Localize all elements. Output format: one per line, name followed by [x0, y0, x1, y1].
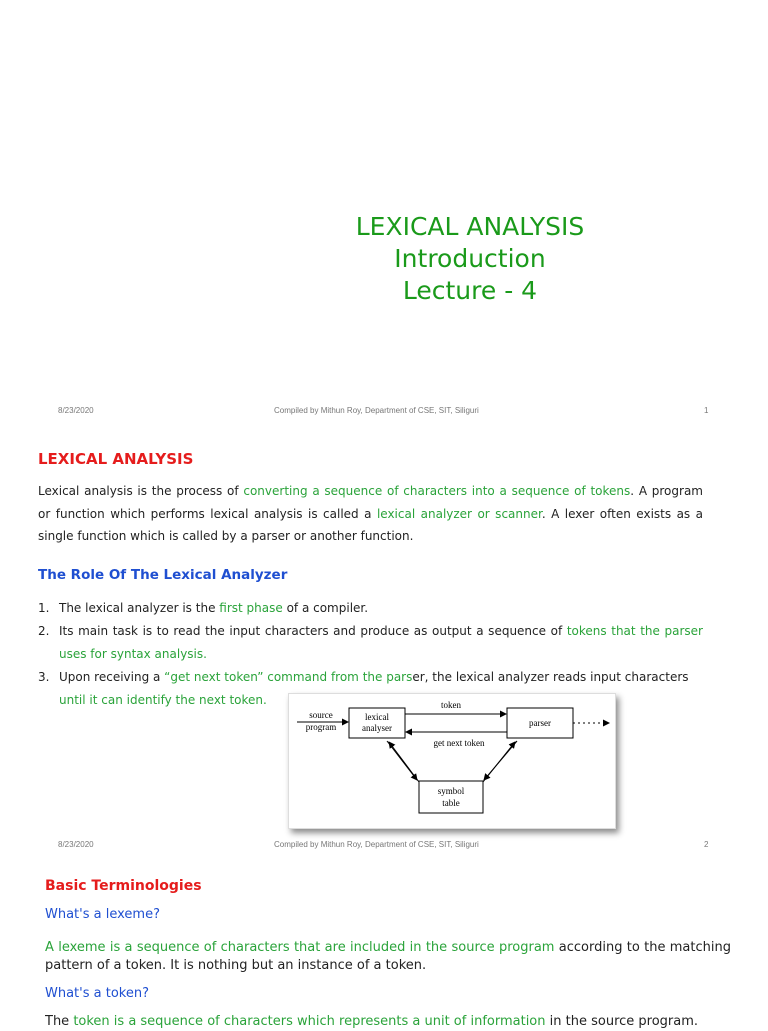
- answer-highlight: token is a sequence of characters which represents a unit of information: [73, 1014, 546, 1029]
- question-token: What's a token?: [45, 986, 149, 1001]
- token-label: token: [441, 700, 461, 710]
- list-text-part: Upon receiving a: [59, 670, 165, 684]
- answer-highlight: A lexeme is a sequence of characters that are included in the source program: [45, 940, 555, 955]
- list-text-part: Its main task is to read the input characters and produce as output a sequence of: [59, 624, 567, 638]
- parser-label: parser: [529, 718, 551, 728]
- list-highlight: first phase: [219, 601, 283, 615]
- lexeme-answer: [45, 939, 731, 975]
- answer-text: according to the matching pattern of a token. It is nothing but an instance of a token.: [45, 940, 731, 973]
- para-highlight: converting a sequence of characters into a sequence of tokens: [243, 484, 631, 498]
- lexical-label-2: analyser: [362, 723, 392, 733]
- footer-page-number: 2: [704, 840, 709, 849]
- list-text: [59, 597, 703, 620]
- list-text-part: er, the lexical analyzer reads input characters: [412, 670, 689, 684]
- list-text-part: of a compiler.: [282, 601, 369, 615]
- list-number: 1.: [38, 601, 50, 615]
- footer-credit: Compiled by Mithun Roy, Department of CSE, SIT, Siliguri: [274, 840, 479, 849]
- para-text: . A program or function which performs lexical analysis is called a: [38, 484, 703, 521]
- footer-date: 8/23/2020: [58, 840, 94, 849]
- title-line-3: Lecture - 4: [402, 276, 538, 305]
- list-highlight: tokens that the parser uses for syntax analysis.: [59, 624, 703, 661]
- list-number: 3.: [38, 670, 50, 684]
- section-heading: Basic Terminologies: [45, 878, 202, 894]
- title-line-1: LEXICAL ANALYSIS: [355, 212, 585, 241]
- slide-2: [0, 430, 768, 850]
- list-highlight: until it can identify the next token.: [59, 693, 267, 707]
- symbol-label-1: symbol: [437, 786, 465, 796]
- source-label-1: source: [309, 710, 333, 720]
- get-next-token-label: get next token: [433, 738, 485, 748]
- slide-1: [0, 0, 768, 430]
- para-text: . A lexer often exists as a single function which is called by a parser or another function.: [38, 506, 703, 543]
- intro-paragraph: [38, 480, 703, 548]
- slide-3: [0, 850, 768, 1029]
- answer-text: in the source program.: [545, 1014, 699, 1029]
- symbol-to-lexer-arrow: [389, 742, 419, 782]
- lexical-analyzer-diagram: [288, 693, 616, 829]
- list-number: 2.: [38, 624, 50, 638]
- footer-date: 8/23/2020: [58, 406, 94, 415]
- question-lexeme: What's a lexeme?: [45, 907, 160, 922]
- symbol-label-2: table: [442, 798, 460, 808]
- source-label-2: program: [305, 722, 337, 732]
- title-line-2: Introduction: [394, 244, 546, 273]
- subheading: The Role Of The Lexical Analyzer: [38, 567, 288, 583]
- para-highlight: lexical analyzer or scanner: [376, 506, 542, 521]
- symbol-to-parser-arrow: [483, 742, 515, 782]
- list-text-part: The lexical analyzer is the: [59, 601, 220, 615]
- list-text: [59, 666, 703, 689]
- footer-credit: Compiled by Mithun Roy, Department of CSE, SIT, Siliguri: [274, 406, 479, 415]
- lexical-label-1: lexical: [365, 712, 389, 722]
- section-heading: LEXICAL ANALYSIS: [38, 450, 194, 468]
- diagram-svg: [289, 694, 615, 828]
- token-answer: [45, 1013, 731, 1031]
- answer-text: The: [45, 1014, 74, 1029]
- list-text: [59, 620, 703, 665]
- para-text: Lexical analysis is the process of: [38, 484, 244, 498]
- list-highlight: “get next token” command from the pars: [164, 670, 413, 684]
- footer-page-number: 1: [704, 406, 709, 415]
